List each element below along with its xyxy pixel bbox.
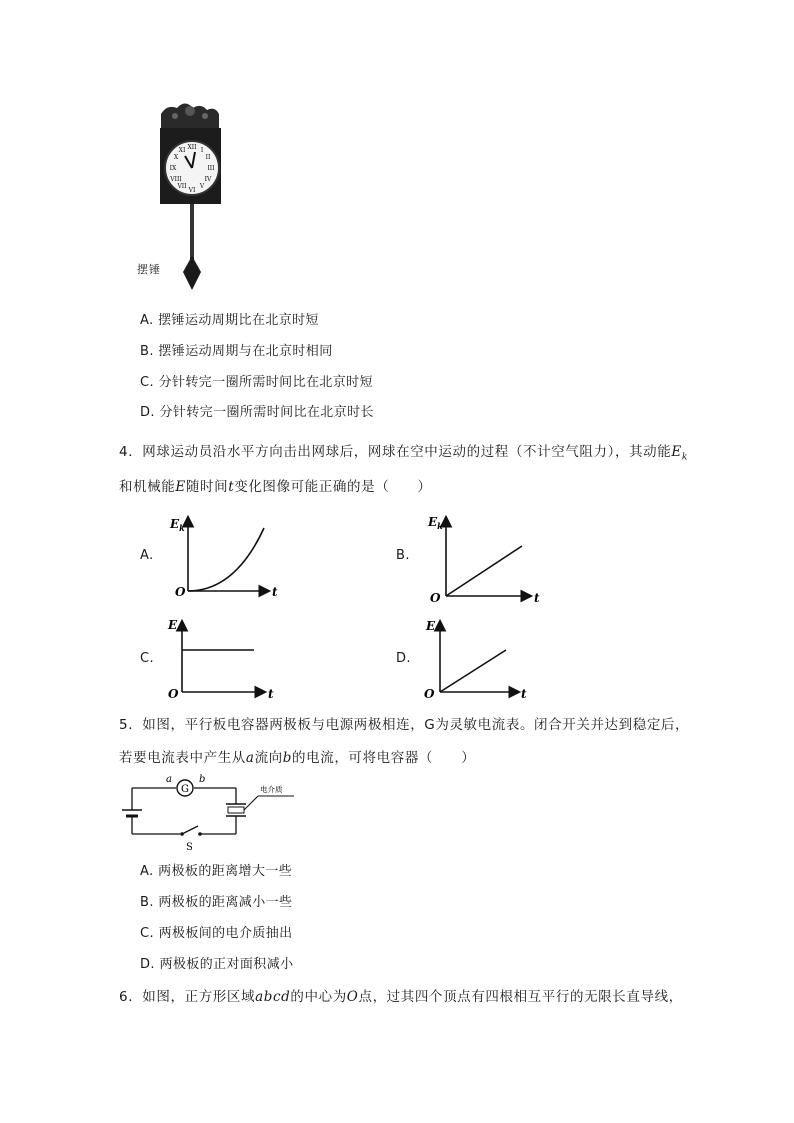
graph-a-origin: O [175,585,186,599]
option-text: 两极板的正对面积减小 [159,957,294,972]
graph-b-line [446,546,522,596]
option-letter: C. [140,375,155,390]
option-letter: A. [140,864,154,879]
label-s: S [186,842,193,852]
svg-text:VI: VI [188,187,196,194]
option-text: 摆锤运动周期比在北京时短 [158,313,319,328]
abcd-symbol: abcd [255,989,291,1005]
capacitor-circuit-figure [120,770,300,852]
q5-stem-text-2c: 的电流，可将电容器（ ） [292,750,476,766]
option-letter: B. [140,895,154,910]
graph-b-origin: O [430,591,441,605]
graph-a-letter: A. [140,548,154,563]
svg-text:XI: XI [178,147,186,154]
q6-stem-text-b: 的中心为 [290,989,347,1005]
option-text: 两极板间的电介质抽出 [158,926,293,941]
option-text: 摆锤运动周期与在北京时相同 [158,344,333,359]
q4-stem-text-1: 4．网球运动员沿水平方向击出网球后，网球在空中运动的过程（不计空气阻力），其动能 [119,444,672,460]
label-dielectric: 电介质 [260,785,283,794]
option-text: 分针转完一圈所需时间比在北京时长 [159,405,374,420]
option-q5-a [140,864,292,880]
b-symbol: b [282,750,293,766]
label-b: b [199,774,206,785]
svg-text:IX: IX [169,165,177,172]
graph-c-xlabel: t [268,687,274,701]
q5-stem-line-2 [119,749,475,767]
ek-symbol-sub: k [681,452,688,463]
option-q3-d [140,405,374,421]
q5-stem-text-2b: 流向 [254,750,283,766]
q4-stem-line-2 [119,478,432,496]
svg-text:X: X [173,154,179,161]
q4-stem-line-1 [119,443,688,467]
q6-stem-text-a: 6．如图，正方形区域 [119,989,256,1005]
a-symbol: a [245,750,255,766]
graph-d [418,612,548,702]
q4-stem-text-2c: 变化图像可能正确的是（ ） [234,479,432,495]
graph-a-xlabel: t [272,585,278,599]
dielectric-slab [228,807,244,813]
option-text: 两极板的距离增大一些 [158,864,293,879]
svg-text:VII: VII [177,183,187,190]
graph-b-xlabel: t [534,591,540,605]
graph-d-line [440,650,506,692]
q4-stem-text-2a: 和机械能 [119,479,176,495]
label-a: a [166,774,172,785]
option-q3-c [140,375,373,391]
option-text: 分针转完一圈所需时间比在北京时短 [158,375,373,390]
graph-d-xlabel: t [521,687,527,701]
graph-a [160,508,290,608]
option-letter: A. [140,313,154,328]
option-text: 两极板的距离减小一些 [158,895,293,910]
svg-text:VIII: VIII [170,176,182,183]
pendulum-label: 摆锤 [137,263,161,276]
option-q3-a [140,313,319,329]
graph-b-letter: B. [396,548,410,563]
svg-text:G: G [181,784,189,795]
svg-text:III: III [207,165,215,172]
option-letter: C. [140,926,155,941]
o-symbol: O [346,989,359,1005]
graph-a-ylabel: $E_k$ [170,517,185,533]
svg-text:XII: XII [187,144,197,151]
q6-stem-line-1 [119,988,683,1006]
graph-c-letter: C. [140,651,155,666]
graph-c-ylabel: E [168,618,178,632]
e-symbol: E [175,479,186,495]
svg-text:IV: IV [204,176,212,183]
graph-b [418,508,548,608]
option-letter: B. [140,344,154,359]
graph-d-origin: O [424,687,435,701]
option-letter: D. [140,405,155,420]
q5-stem-text-2a: 若要电流表中产生从 [119,750,246,766]
svg-text:V: V [199,183,205,190]
option-q5-d [140,957,294,973]
option-q5-c [140,926,293,942]
graph-b-ylabel: $E_k$ [428,515,443,531]
graph-d-ylabel: E [426,619,436,633]
option-q5-b [140,895,292,911]
q5-stem-line-1: 5．如图，平行板电容器两极板与电源两极相连，G为灵敏电流表。闭合开关并达到稳定后， [119,717,690,733]
option-letter: D. [140,957,155,972]
switch-s [182,826,198,834]
svg-text:I: I [200,147,204,154]
graph-a-curve [188,528,264,591]
q4-stem-text-2b: 随时间 [185,479,229,495]
t-symbol: t [228,479,235,495]
ek-symbol [671,444,688,463]
graph-c-origin: O [168,687,179,701]
graph-d-letter: D. [396,651,411,666]
ek-symbol-letter: E [671,444,682,460]
graph-c [160,612,290,702]
q6-stem-text-c: 点，过其四个顶点有四根相互平行的无限长直导线， [358,989,683,1005]
svg-text:II: II [205,154,211,161]
option-q3-b [140,344,333,360]
